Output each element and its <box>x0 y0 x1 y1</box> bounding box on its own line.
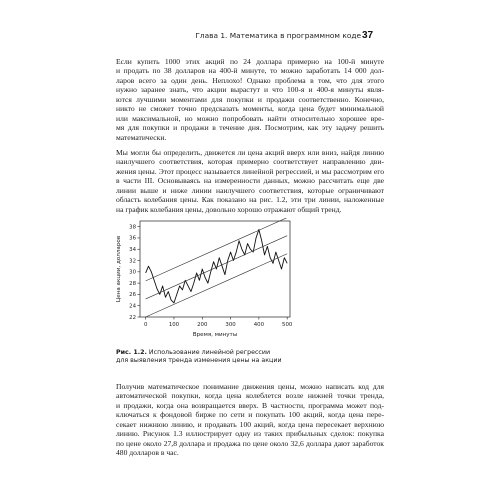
figure-caption-line-2: для выявления тренда изменения цены на акции <box>116 357 282 364</box>
text-line: жения цены. Этот процесс называется линейной регрессией, и мы рассмотрим его <box>116 166 384 176</box>
x-tick-label: 300 <box>225 322 236 328</box>
text-line: на график колебания цены, довольно хорошо отражают общий тренд. <box>116 204 342 214</box>
text-line: ключаться к фондовой бирже по сети и покупать 100 акций, когда цена пере- <box>116 410 384 420</box>
text-line: Если купить 1000 этих акций по 24 доллара примерно на 100-й минуте <box>116 57 384 66</box>
x-tick-label: 500 <box>282 322 293 328</box>
y-tick-label: 32 <box>129 258 136 265</box>
text-line: математически. <box>116 132 167 142</box>
y-tick-label: 26 <box>129 292 136 299</box>
text-line: никто не сможет точно предсказать моменты, когда цена будет минимальной <box>116 104 384 114</box>
text-line: мя для покупки и продажи в течение дня. Посмотрим, как эту задачу решить <box>116 123 384 133</box>
price-series-line <box>146 229 288 302</box>
text-line: Получив математическое понимание движения цены, можно написать код для <box>116 382 384 391</box>
y-axis-label: Цена акции, долларов <box>116 235 122 303</box>
x-tick-label: 0 <box>143 322 148 328</box>
text-line: область колебания цены. Как показано на рис. 1.2, эти три линии, наложенные <box>116 195 384 205</box>
figure-caption-label: Рис. 1.2. <box>116 349 147 356</box>
text-line: наилучшего соответствия, которая примерно соответствует направлению дви- <box>116 157 384 167</box>
text-line: автоматической покупки, когда цена колеблется возле нижней точки тренда, <box>116 391 384 401</box>
text-line: линию. Рисунок 1.3 иллюстрирует одну из таких прибыльных сделок: покупка <box>116 429 384 439</box>
figure-caption-text-1: Использование линейной регрессии <box>146 349 271 356</box>
y-tick-label: 24 <box>129 303 136 310</box>
text-line: линии выше и ниже линии наилучшего соответствия, которые ограничивают <box>116 185 384 195</box>
regression-line <box>146 236 288 299</box>
y-tick-label: 34 <box>129 247 136 254</box>
text-line: 480 долларов в час. <box>116 448 179 458</box>
x-tick-label: 100 <box>168 322 180 328</box>
chapter-title: Глава 1. Математика в программном коде <box>195 31 361 40</box>
text-line: Мы могли бы определить, движется ли цена акций вверх или вниз, найдя линию <box>116 148 384 157</box>
text-line: секает нижнюю линию, и продавать 100 акций, когда цена пересекает верхнюю <box>116 419 384 429</box>
text-line: в части III. Основываясь на измеренности данных, можно рассчитать еще две <box>116 176 384 186</box>
text-line: ются лучшими моментами для покупки и продажи соответственно. Конечно, <box>116 94 384 104</box>
text-line: ларов всего за один день. Неплохо! Однако проблема в том, что для этого <box>116 75 384 85</box>
text-line: нужно заранее знать, что акции вырастут и что 100-я и 400-я минуты явля- <box>116 85 384 95</box>
x-tick-label: 200 <box>197 322 208 328</box>
page-number: 37 <box>362 30 374 41</box>
y-tick-label: 30 <box>129 269 136 276</box>
x-axis-label: Время, минуты <box>192 332 238 338</box>
y-tick-label: 38 <box>129 224 136 231</box>
text-line: и продать по 38 долларов на 400-й минуте, то можно заработать 14 000 дол- <box>116 66 384 76</box>
x-tick-label: 400 <box>253 322 265 328</box>
y-tick-label: 28 <box>129 280 136 287</box>
y-tick-label: 36 <box>129 235 136 242</box>
lower-band-line <box>146 254 288 317</box>
text-line: или максимальной, но можно попробовать найти относительно хорошее вре- <box>116 113 384 123</box>
y-tick-label: 22 <box>129 314 136 321</box>
stock-price-chart <box>112 218 302 348</box>
plot-frame <box>140 221 290 317</box>
text-line: и продажи, когда она возвращается вверх. В частности, программа может под- <box>116 400 384 410</box>
text-line: по цене около 27,8 доллара и продажа по цене около 32,6 доллара дают заработок <box>116 438 384 448</box>
